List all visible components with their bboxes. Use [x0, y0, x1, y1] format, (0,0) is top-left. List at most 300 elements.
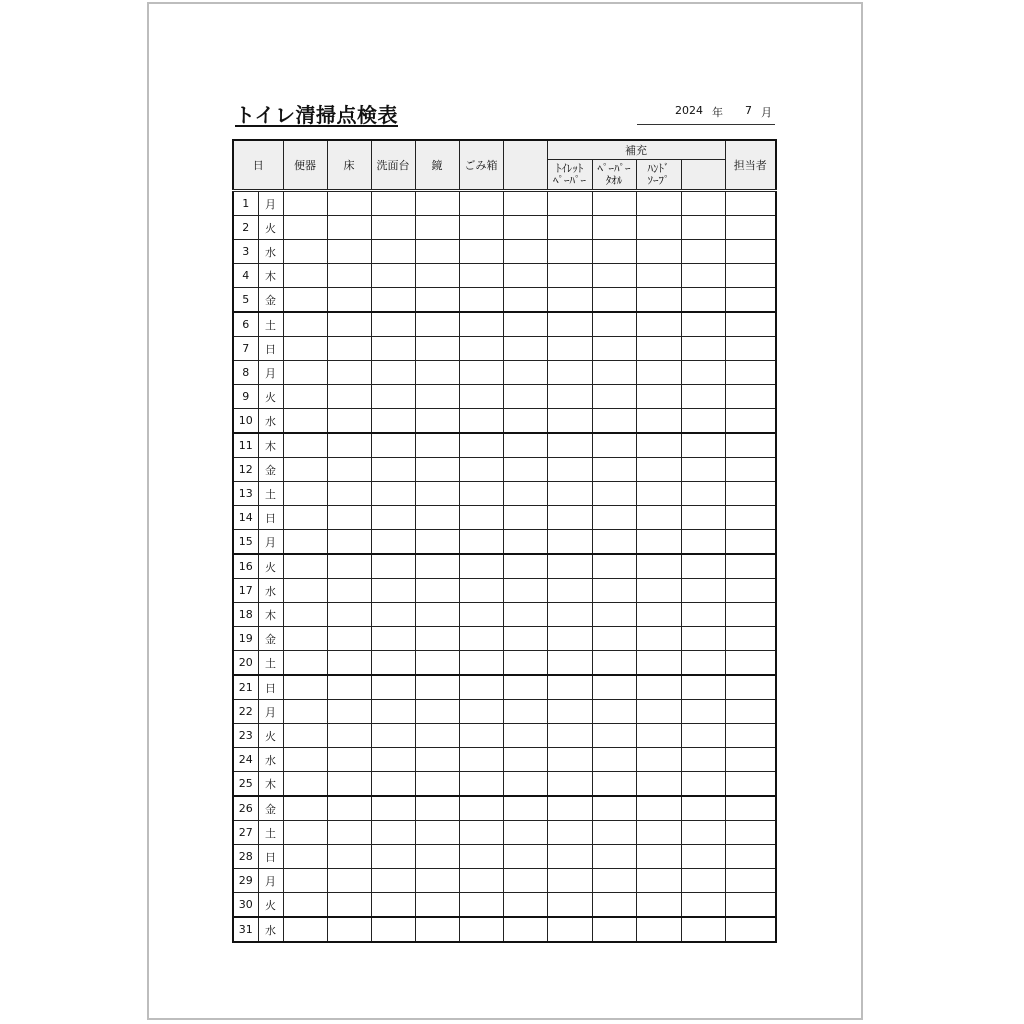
check-cell-washbasin[interactable]: [371, 748, 415, 772]
check-cell-washbasin[interactable]: [371, 361, 415, 385]
check-cell-paper-towel[interactable]: [592, 821, 636, 845]
check-cell-hand-soap[interactable]: [636, 216, 681, 240]
check-cell-toilet-bowl[interactable]: [283, 893, 327, 918]
check-cell-refill-blank[interactable]: [681, 869, 725, 893]
check-cell-person-in-charge[interactable]: [725, 724, 776, 748]
check-cell-floor[interactable]: [327, 337, 371, 361]
check-cell-toilet-bowl[interactable]: [283, 458, 327, 482]
check-cell-blank[interactable]: [503, 312, 547, 337]
check-cell-mirror[interactable]: [415, 240, 459, 264]
check-cell-washbasin[interactable]: [371, 385, 415, 409]
check-cell-blank[interactable]: [503, 772, 547, 797]
check-cell-toilet-bowl[interactable]: [283, 821, 327, 845]
check-cell-trash-box[interactable]: [459, 821, 503, 845]
check-cell-mirror[interactable]: [415, 288, 459, 313]
check-cell-blank[interactable]: [503, 240, 547, 264]
check-cell-trash-box[interactable]: [459, 530, 503, 555]
check-cell-blank[interactable]: [503, 627, 547, 651]
check-cell-mirror[interactable]: [415, 651, 459, 676]
check-cell-refill-blank[interactable]: [681, 845, 725, 869]
check-cell-floor[interactable]: [327, 603, 371, 627]
check-cell-trash-box[interactable]: [459, 216, 503, 240]
check-cell-washbasin[interactable]: [371, 627, 415, 651]
check-cell-trash-box[interactable]: [459, 651, 503, 676]
check-cell-refill-blank[interactable]: [681, 385, 725, 409]
check-cell-floor[interactable]: [327, 651, 371, 676]
check-cell-refill-blank[interactable]: [681, 603, 725, 627]
check-cell-blank[interactable]: [503, 869, 547, 893]
check-cell-paper-towel[interactable]: [592, 337, 636, 361]
check-cell-blank[interactable]: [503, 433, 547, 458]
check-cell-refill-blank[interactable]: [681, 893, 725, 918]
check-cell-person-in-charge[interactable]: [725, 312, 776, 337]
check-cell-toilet-bowl[interactable]: [283, 240, 327, 264]
check-cell-toilet-paper[interactable]: [547, 191, 592, 216]
check-cell-trash-box[interactable]: [459, 700, 503, 724]
check-cell-refill-blank[interactable]: [681, 579, 725, 603]
check-cell-toilet-bowl[interactable]: [283, 627, 327, 651]
check-cell-trash-box[interactable]: [459, 554, 503, 579]
check-cell-trash-box[interactable]: [459, 845, 503, 869]
check-cell-mirror[interactable]: [415, 409, 459, 434]
check-cell-person-in-charge[interactable]: [725, 748, 776, 772]
check-cell-hand-soap[interactable]: [636, 458, 681, 482]
check-cell-paper-towel[interactable]: [592, 772, 636, 797]
check-cell-washbasin[interactable]: [371, 433, 415, 458]
check-cell-hand-soap[interactable]: [636, 845, 681, 869]
check-cell-toilet-paper[interactable]: [547, 675, 592, 700]
check-cell-person-in-charge[interactable]: [725, 869, 776, 893]
check-cell-refill-blank[interactable]: [681, 675, 725, 700]
check-cell-mirror[interactable]: [415, 893, 459, 918]
check-cell-trash-box[interactable]: [459, 748, 503, 772]
check-cell-refill-blank[interactable]: [681, 724, 725, 748]
check-cell-toilet-paper[interactable]: [547, 554, 592, 579]
check-cell-toilet-paper[interactable]: [547, 337, 592, 361]
check-cell-paper-towel[interactable]: [592, 433, 636, 458]
check-cell-person-in-charge[interactable]: [725, 917, 776, 942]
check-cell-mirror[interactable]: [415, 796, 459, 821]
check-cell-mirror[interactable]: [415, 845, 459, 869]
check-cell-blank[interactable]: [503, 288, 547, 313]
check-cell-floor[interactable]: [327, 627, 371, 651]
check-cell-mirror[interactable]: [415, 385, 459, 409]
check-cell-washbasin[interactable]: [371, 869, 415, 893]
check-cell-paper-towel[interactable]: [592, 385, 636, 409]
check-cell-paper-towel[interactable]: [592, 700, 636, 724]
check-cell-person-in-charge[interactable]: [725, 506, 776, 530]
check-cell-floor[interactable]: [327, 700, 371, 724]
check-cell-mirror[interactable]: [415, 191, 459, 216]
check-cell-toilet-bowl[interactable]: [283, 917, 327, 942]
check-cell-hand-soap[interactable]: [636, 917, 681, 942]
check-cell-toilet-bowl[interactable]: [283, 554, 327, 579]
check-cell-toilet-paper[interactable]: [547, 433, 592, 458]
check-cell-washbasin[interactable]: [371, 191, 415, 216]
check-cell-refill-blank[interactable]: [681, 748, 725, 772]
check-cell-floor[interactable]: [327, 554, 371, 579]
check-cell-trash-box[interactable]: [459, 675, 503, 700]
check-cell-floor[interactable]: [327, 917, 371, 942]
check-cell-blank[interactable]: [503, 651, 547, 676]
check-cell-paper-towel[interactable]: [592, 675, 636, 700]
check-cell-floor[interactable]: [327, 385, 371, 409]
check-cell-paper-towel[interactable]: [592, 554, 636, 579]
check-cell-blank[interactable]: [503, 748, 547, 772]
check-cell-blank[interactable]: [503, 530, 547, 555]
check-cell-blank[interactable]: [503, 361, 547, 385]
check-cell-person-in-charge[interactable]: [725, 845, 776, 869]
check-cell-toilet-bowl[interactable]: [283, 264, 327, 288]
check-cell-refill-blank[interactable]: [681, 506, 725, 530]
check-cell-person-in-charge[interactable]: [725, 554, 776, 579]
check-cell-paper-towel[interactable]: [592, 409, 636, 434]
check-cell-floor[interactable]: [327, 772, 371, 797]
check-cell-toilet-bowl[interactable]: [283, 216, 327, 240]
check-cell-hand-soap[interactable]: [636, 337, 681, 361]
check-cell-paper-towel[interactable]: [592, 458, 636, 482]
check-cell-floor[interactable]: [327, 675, 371, 700]
check-cell-paper-towel[interactable]: [592, 288, 636, 313]
check-cell-toilet-paper[interactable]: [547, 579, 592, 603]
check-cell-trash-box[interactable]: [459, 240, 503, 264]
check-cell-toilet-paper[interactable]: [547, 796, 592, 821]
check-cell-mirror[interactable]: [415, 772, 459, 797]
check-cell-paper-towel[interactable]: [592, 312, 636, 337]
check-cell-paper-towel[interactable]: [592, 917, 636, 942]
check-cell-hand-soap[interactable]: [636, 772, 681, 797]
check-cell-blank[interactable]: [503, 506, 547, 530]
check-cell-blank[interactable]: [503, 821, 547, 845]
check-cell-toilet-bowl[interactable]: [283, 579, 327, 603]
check-cell-trash-box[interactable]: [459, 409, 503, 434]
check-cell-trash-box[interactable]: [459, 579, 503, 603]
check-cell-hand-soap[interactable]: [636, 554, 681, 579]
check-cell-toilet-paper[interactable]: [547, 409, 592, 434]
check-cell-blank[interactable]: [503, 579, 547, 603]
check-cell-toilet-bowl[interactable]: [283, 337, 327, 361]
check-cell-washbasin[interactable]: [371, 264, 415, 288]
check-cell-refill-blank[interactable]: [681, 409, 725, 434]
check-cell-toilet-bowl[interactable]: [283, 772, 327, 797]
check-cell-floor[interactable]: [327, 579, 371, 603]
check-cell-toilet-bowl[interactable]: [283, 288, 327, 313]
check-cell-person-in-charge[interactable]: [725, 772, 776, 797]
check-cell-hand-soap[interactable]: [636, 530, 681, 555]
check-cell-paper-towel[interactable]: [592, 579, 636, 603]
check-cell-trash-box[interactable]: [459, 482, 503, 506]
check-cell-hand-soap[interactable]: [636, 651, 681, 676]
check-cell-blank[interactable]: [503, 337, 547, 361]
check-cell-floor[interactable]: [327, 748, 371, 772]
check-cell-washbasin[interactable]: [371, 917, 415, 942]
check-cell-hand-soap[interactable]: [636, 482, 681, 506]
check-cell-toilet-bowl[interactable]: [283, 506, 327, 530]
check-cell-hand-soap[interactable]: [636, 240, 681, 264]
check-cell-toilet-paper[interactable]: [547, 482, 592, 506]
check-cell-washbasin[interactable]: [371, 579, 415, 603]
check-cell-paper-towel[interactable]: [592, 627, 636, 651]
check-cell-trash-box[interactable]: [459, 869, 503, 893]
check-cell-paper-towel[interactable]: [592, 264, 636, 288]
check-cell-toilet-bowl[interactable]: [283, 796, 327, 821]
check-cell-refill-blank[interactable]: [681, 627, 725, 651]
check-cell-toilet-paper[interactable]: [547, 530, 592, 555]
check-cell-refill-blank[interactable]: [681, 554, 725, 579]
check-cell-hand-soap[interactable]: [636, 724, 681, 748]
check-cell-toilet-paper[interactable]: [547, 240, 592, 264]
check-cell-trash-box[interactable]: [459, 506, 503, 530]
check-cell-person-in-charge[interactable]: [725, 893, 776, 918]
check-cell-toilet-paper[interactable]: [547, 361, 592, 385]
check-cell-mirror[interactable]: [415, 264, 459, 288]
check-cell-person-in-charge[interactable]: [725, 409, 776, 434]
check-cell-blank[interactable]: [503, 675, 547, 700]
check-cell-mirror[interactable]: [415, 361, 459, 385]
check-cell-blank[interactable]: [503, 409, 547, 434]
check-cell-toilet-paper[interactable]: [547, 724, 592, 748]
check-cell-hand-soap[interactable]: [636, 869, 681, 893]
check-cell-refill-blank[interactable]: [681, 191, 725, 216]
check-cell-mirror[interactable]: [415, 627, 459, 651]
check-cell-mirror[interactable]: [415, 337, 459, 361]
check-cell-trash-box[interactable]: [459, 724, 503, 748]
check-cell-toilet-bowl[interactable]: [283, 845, 327, 869]
check-cell-mirror[interactable]: [415, 458, 459, 482]
check-cell-washbasin[interactable]: [371, 337, 415, 361]
check-cell-blank[interactable]: [503, 700, 547, 724]
check-cell-washbasin[interactable]: [371, 821, 415, 845]
check-cell-mirror[interactable]: [415, 579, 459, 603]
check-cell-floor[interactable]: [327, 893, 371, 918]
check-cell-mirror[interactable]: [415, 554, 459, 579]
check-cell-toilet-paper[interactable]: [547, 385, 592, 409]
check-cell-paper-towel[interactable]: [592, 651, 636, 676]
check-cell-washbasin[interactable]: [371, 651, 415, 676]
check-cell-toilet-paper[interactable]: [547, 748, 592, 772]
check-cell-mirror[interactable]: [415, 700, 459, 724]
check-cell-refill-blank[interactable]: [681, 312, 725, 337]
check-cell-toilet-bowl[interactable]: [283, 409, 327, 434]
check-cell-mirror[interactable]: [415, 433, 459, 458]
check-cell-blank[interactable]: [503, 796, 547, 821]
check-cell-washbasin[interactable]: [371, 603, 415, 627]
check-cell-trash-box[interactable]: [459, 191, 503, 216]
check-cell-toilet-bowl[interactable]: [283, 433, 327, 458]
check-cell-toilet-paper[interactable]: [547, 506, 592, 530]
check-cell-mirror[interactable]: [415, 603, 459, 627]
check-cell-person-in-charge[interactable]: [725, 651, 776, 676]
check-cell-hand-soap[interactable]: [636, 893, 681, 918]
check-cell-toilet-bowl[interactable]: [283, 191, 327, 216]
check-cell-mirror[interactable]: [415, 675, 459, 700]
check-cell-hand-soap[interactable]: [636, 796, 681, 821]
check-cell-toilet-paper[interactable]: [547, 627, 592, 651]
check-cell-paper-towel[interactable]: [592, 845, 636, 869]
check-cell-refill-blank[interactable]: [681, 821, 725, 845]
check-cell-person-in-charge[interactable]: [725, 821, 776, 845]
check-cell-trash-box[interactable]: [459, 772, 503, 797]
check-cell-hand-soap[interactable]: [636, 264, 681, 288]
check-cell-toilet-bowl[interactable]: [283, 385, 327, 409]
check-cell-trash-box[interactable]: [459, 433, 503, 458]
check-cell-toilet-bowl[interactable]: [283, 700, 327, 724]
check-cell-mirror[interactable]: [415, 482, 459, 506]
check-cell-washbasin[interactable]: [371, 409, 415, 434]
check-cell-paper-towel[interactable]: [592, 482, 636, 506]
check-cell-washbasin[interactable]: [371, 216, 415, 240]
check-cell-person-in-charge[interactable]: [725, 433, 776, 458]
check-cell-hand-soap[interactable]: [636, 433, 681, 458]
check-cell-blank[interactable]: [503, 724, 547, 748]
check-cell-person-in-charge[interactable]: [725, 530, 776, 555]
check-cell-trash-box[interactable]: [459, 796, 503, 821]
check-cell-trash-box[interactable]: [459, 337, 503, 361]
check-cell-person-in-charge[interactable]: [725, 675, 776, 700]
check-cell-blank[interactable]: [503, 845, 547, 869]
check-cell-blank[interactable]: [503, 216, 547, 240]
check-cell-floor[interactable]: [327, 288, 371, 313]
check-cell-person-in-charge[interactable]: [725, 240, 776, 264]
check-cell-refill-blank[interactable]: [681, 240, 725, 264]
check-cell-floor[interactable]: [327, 409, 371, 434]
check-cell-person-in-charge[interactable]: [725, 288, 776, 313]
check-cell-mirror[interactable]: [415, 216, 459, 240]
check-cell-refill-blank[interactable]: [681, 337, 725, 361]
check-cell-toilet-bowl[interactable]: [283, 869, 327, 893]
check-cell-washbasin[interactable]: [371, 530, 415, 555]
check-cell-floor[interactable]: [327, 796, 371, 821]
check-cell-floor[interactable]: [327, 724, 371, 748]
check-cell-trash-box[interactable]: [459, 627, 503, 651]
check-cell-floor[interactable]: [327, 821, 371, 845]
check-cell-person-in-charge[interactable]: [725, 264, 776, 288]
check-cell-refill-blank[interactable]: [681, 433, 725, 458]
check-cell-hand-soap[interactable]: [636, 191, 681, 216]
check-cell-toilet-paper[interactable]: [547, 821, 592, 845]
check-cell-toilet-bowl[interactable]: [283, 361, 327, 385]
check-cell-paper-towel[interactable]: [592, 603, 636, 627]
check-cell-floor[interactable]: [327, 506, 371, 530]
check-cell-toilet-paper[interactable]: [547, 917, 592, 942]
check-cell-washbasin[interactable]: [371, 312, 415, 337]
check-cell-blank[interactable]: [503, 603, 547, 627]
check-cell-person-in-charge[interactable]: [725, 337, 776, 361]
check-cell-hand-soap[interactable]: [636, 385, 681, 409]
check-cell-person-in-charge[interactable]: [725, 216, 776, 240]
check-cell-mirror[interactable]: [415, 821, 459, 845]
check-cell-blank[interactable]: [503, 554, 547, 579]
check-cell-trash-box[interactable]: [459, 385, 503, 409]
check-cell-washbasin[interactable]: [371, 772, 415, 797]
check-cell-floor[interactable]: [327, 216, 371, 240]
check-cell-toilet-bowl[interactable]: [283, 748, 327, 772]
check-cell-toilet-bowl[interactable]: [283, 651, 327, 676]
check-cell-washbasin[interactable]: [371, 700, 415, 724]
check-cell-person-in-charge[interactable]: [725, 603, 776, 627]
check-cell-refill-blank[interactable]: [681, 700, 725, 724]
check-cell-floor[interactable]: [327, 312, 371, 337]
check-cell-paper-towel[interactable]: [592, 796, 636, 821]
check-cell-mirror[interactable]: [415, 312, 459, 337]
check-cell-hand-soap[interactable]: [636, 603, 681, 627]
check-cell-trash-box[interactable]: [459, 312, 503, 337]
check-cell-blank[interactable]: [503, 191, 547, 216]
check-cell-toilet-bowl[interactable]: [283, 530, 327, 555]
check-cell-paper-towel[interactable]: [592, 216, 636, 240]
check-cell-paper-towel[interactable]: [592, 506, 636, 530]
check-cell-refill-blank[interactable]: [681, 458, 725, 482]
check-cell-refill-blank[interactable]: [681, 264, 725, 288]
check-cell-trash-box[interactable]: [459, 361, 503, 385]
check-cell-paper-towel[interactable]: [592, 240, 636, 264]
check-cell-toilet-bowl[interactable]: [283, 312, 327, 337]
check-cell-hand-soap[interactable]: [636, 748, 681, 772]
check-cell-person-in-charge[interactable]: [725, 627, 776, 651]
check-cell-paper-towel[interactable]: [592, 191, 636, 216]
check-cell-refill-blank[interactable]: [681, 530, 725, 555]
check-cell-refill-blank[interactable]: [681, 288, 725, 313]
check-cell-hand-soap[interactable]: [636, 312, 681, 337]
check-cell-paper-towel[interactable]: [592, 724, 636, 748]
check-cell-trash-box[interactable]: [459, 893, 503, 918]
check-cell-toilet-paper[interactable]: [547, 216, 592, 240]
check-cell-floor[interactable]: [327, 458, 371, 482]
check-cell-toilet-bowl[interactable]: [283, 603, 327, 627]
check-cell-washbasin[interactable]: [371, 288, 415, 313]
check-cell-hand-soap[interactable]: [636, 506, 681, 530]
check-cell-mirror[interactable]: [415, 917, 459, 942]
check-cell-mirror[interactable]: [415, 506, 459, 530]
check-cell-washbasin[interactable]: [371, 458, 415, 482]
check-cell-hand-soap[interactable]: [636, 627, 681, 651]
check-cell-trash-box[interactable]: [459, 264, 503, 288]
check-cell-refill-blank[interactable]: [681, 216, 725, 240]
check-cell-person-in-charge[interactable]: [725, 385, 776, 409]
check-cell-blank[interactable]: [503, 385, 547, 409]
check-cell-toilet-bowl[interactable]: [283, 675, 327, 700]
check-cell-toilet-paper[interactable]: [547, 458, 592, 482]
check-cell-trash-box[interactable]: [459, 603, 503, 627]
check-cell-washbasin[interactable]: [371, 796, 415, 821]
check-cell-floor[interactable]: [327, 530, 371, 555]
check-cell-floor[interactable]: [327, 361, 371, 385]
check-cell-person-in-charge[interactable]: [725, 458, 776, 482]
check-cell-person-in-charge[interactable]: [725, 361, 776, 385]
check-cell-toilet-paper[interactable]: [547, 264, 592, 288]
check-cell-toilet-paper[interactable]: [547, 288, 592, 313]
check-cell-floor[interactable]: [327, 264, 371, 288]
check-cell-person-in-charge[interactable]: [725, 796, 776, 821]
check-cell-mirror[interactable]: [415, 724, 459, 748]
check-cell-paper-towel[interactable]: [592, 361, 636, 385]
check-cell-washbasin[interactable]: [371, 506, 415, 530]
check-cell-blank[interactable]: [503, 458, 547, 482]
check-cell-toilet-bowl[interactable]: [283, 724, 327, 748]
check-cell-washbasin[interactable]: [371, 893, 415, 918]
check-cell-hand-soap[interactable]: [636, 361, 681, 385]
check-cell-toilet-paper[interactable]: [547, 312, 592, 337]
check-cell-floor[interactable]: [327, 482, 371, 506]
check-cell-hand-soap[interactable]: [636, 288, 681, 313]
check-cell-washbasin[interactable]: [371, 724, 415, 748]
check-cell-hand-soap[interactable]: [636, 700, 681, 724]
check-cell-toilet-paper[interactable]: [547, 869, 592, 893]
check-cell-mirror[interactable]: [415, 530, 459, 555]
check-cell-refill-blank[interactable]: [681, 917, 725, 942]
check-cell-toilet-bowl[interactable]: [283, 482, 327, 506]
check-cell-trash-box[interactable]: [459, 288, 503, 313]
